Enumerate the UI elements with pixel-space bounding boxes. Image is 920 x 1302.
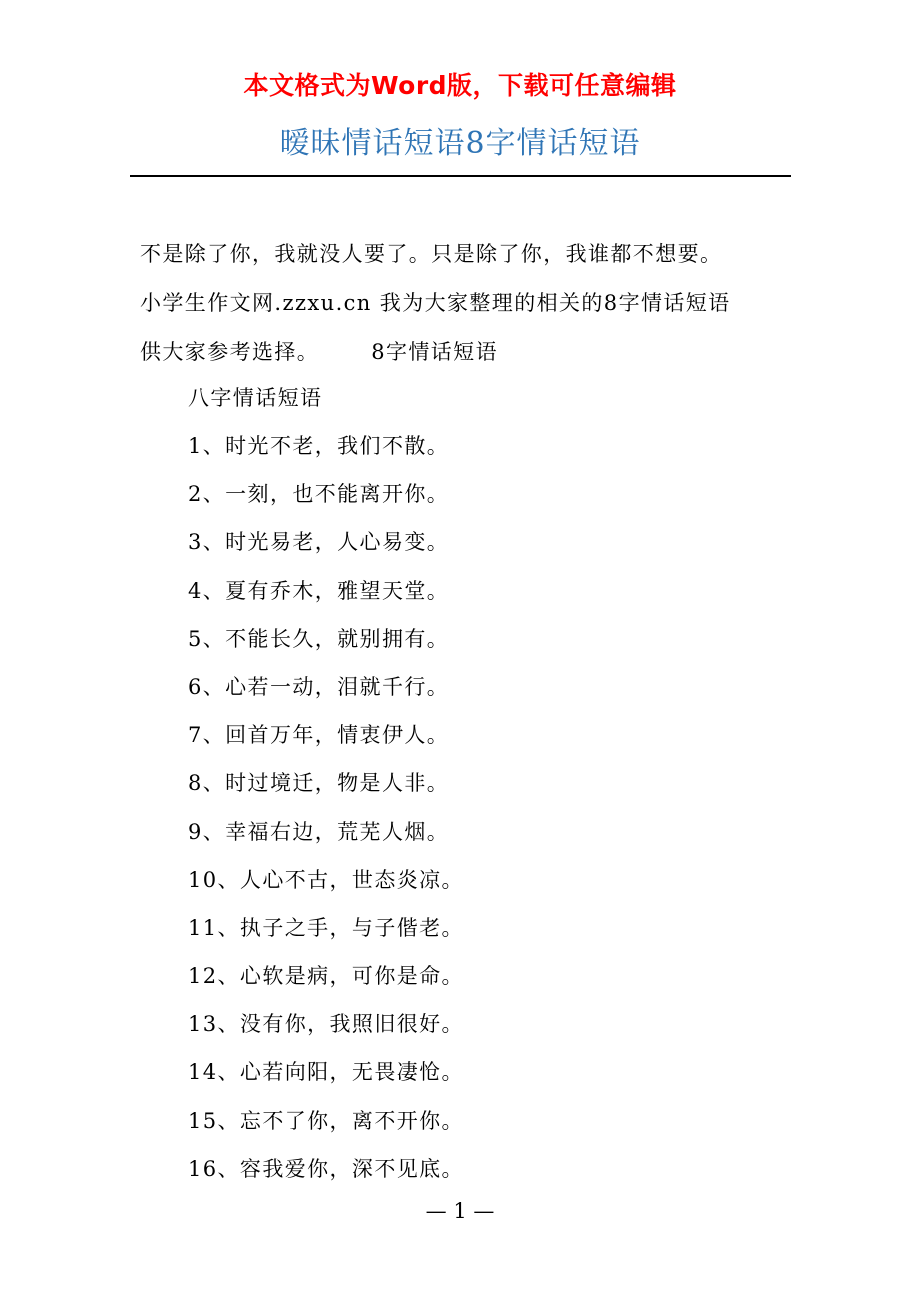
title-divider (130, 175, 791, 177)
intro-paragraph (140, 230, 808, 377)
phrase-list (188, 422, 464, 1193)
list-item: 4、夏有乔木，雅望天堂。 (188, 578, 450, 603)
list-item: 10、人心不古，世态炎凉。 (188, 867, 464, 892)
list-item: 2、一刻，也不能离开你。 (188, 482, 450, 507)
list-item: 9、幸福右边，荒芜人烟。 (188, 819, 450, 844)
list-item: 15、忘不了你，离不开你。 (188, 1108, 464, 1133)
list-item: 11、执子之手，与子偕老。 (188, 915, 464, 940)
list-item: 8、时过境迁，物是人非。 (188, 771, 450, 796)
list-item: 3、时光易老，人心易变。 (188, 530, 450, 555)
format-banner: 本文格式为Word版，下载可任意编辑 (243, 71, 677, 100)
intro-line-1: 不是除了你，我就没人要了。只是除了你，我谁都不想要。 (140, 242, 723, 266)
list-item: 6、心若一动，泪就千行。 (188, 674, 450, 699)
list-item: 12、心软是病，可你是命。 (188, 964, 464, 989)
intro-line-3-start: 供大家参考选择。 (140, 340, 320, 364)
section-heading: 八字情话短语 (188, 386, 323, 410)
list-item: 7、回首万年，情衷伊人。 (188, 723, 450, 748)
list-item: 13、没有你，我照旧很好。 (188, 1012, 464, 1037)
list-item: 5、不能长久，就别拥有。 (188, 626, 450, 651)
intro-line-3 (140, 328, 808, 377)
list-item: 16、容我爱你，深不见底。 (188, 1156, 464, 1181)
document-title: 暧昧情话短语8字情话短语 (279, 126, 641, 161)
list-item: 14、心若向阳，无畏凄怆。 (188, 1060, 464, 1085)
intro-line-3-end: 8字情话短语 (371, 340, 498, 364)
page-number: — 1 — (425, 1199, 495, 1223)
list-item: 1、时光不老，我们不散。 (188, 434, 450, 458)
intro-line-2: 小学生作文网.zzxu.cn 我为大家整理的相关的8字情话短语 (140, 291, 731, 315)
